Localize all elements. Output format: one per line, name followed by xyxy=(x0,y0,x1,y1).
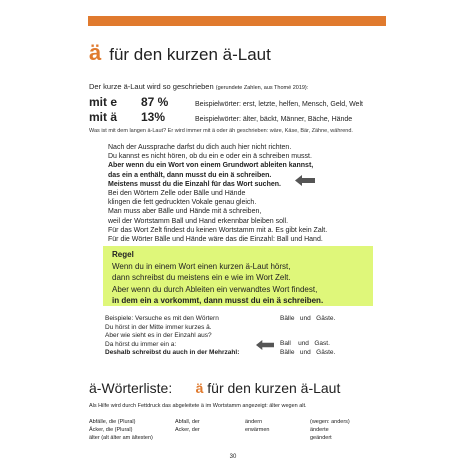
spelling-row-ae xyxy=(89,110,352,124)
page-number: 30 xyxy=(229,454,237,460)
list-item: Abfälle, die (Plural) xyxy=(89,419,136,425)
explanation-line: Für die Wörter Bälle und Hände wäre das die Einzahl: Ball und Hand. xyxy=(108,236,323,244)
spelling-row-e xyxy=(89,95,363,109)
word-list-heading-letter: ä xyxy=(195,380,204,396)
list-item: änderte xyxy=(310,427,329,433)
word-list-note: Als Hilfe wird durch Fettdruck das abgeleitete ä im Wortstamm angezeigt: älter wegen alt. xyxy=(89,403,307,409)
example-text xyxy=(105,315,239,358)
list-item: (wegen: anders) xyxy=(310,419,350,425)
example-word: und xyxy=(299,315,311,322)
example-word: und xyxy=(298,340,309,347)
word-list-col-1 xyxy=(89,418,153,442)
explanation-line: Du kannst es nicht hören, ob du ein e oder ein ä schreiben musst. xyxy=(108,153,312,161)
word-list-col-4 xyxy=(310,418,350,442)
intro-line xyxy=(89,82,308,91)
example-word: Bälle xyxy=(280,315,295,322)
spelling-examples: Beispielwörter: erst, letzte, helfen, Mensch, Geld, Welt xyxy=(195,101,363,108)
spelling-percent: 13% xyxy=(141,110,166,124)
example-line: Da hörst du immer ein a: xyxy=(105,340,177,348)
word-list-col-3 xyxy=(245,418,269,434)
list-item: älter (alt älter am ältesten) xyxy=(89,435,153,441)
list-item: geändert xyxy=(310,435,332,441)
word-list-col-2 xyxy=(175,418,200,434)
example-words-row-2 xyxy=(280,340,330,347)
list-item: Acker, der xyxy=(175,427,200,433)
example-word: Gäste. xyxy=(316,315,336,322)
long-ae-question: Was ist mit dem langen ä-Laut? Er wird immer mit ä oder äh geschrieben: wäre, Käse, Bär, Zähne, während. xyxy=(89,128,353,134)
spelling-label: mit ä xyxy=(89,110,118,124)
example-line: Beispiele: Versuche es mit den Wörtern xyxy=(105,315,219,322)
explanation-line: Man muss aber Bälle und Hände mit ä schreiben, xyxy=(108,208,262,216)
word-list-heading-text: für den kurzen ä-Laut xyxy=(207,380,341,396)
list-item: erwärmen xyxy=(245,427,270,433)
intro-note: (gerundete Zahlen, aus Thomé 2019): xyxy=(215,85,309,91)
explanation-line: klingen die fett gedruckten Vokale genau gleich. xyxy=(108,199,257,207)
top-color-bar xyxy=(88,16,386,26)
spelling-percent: 87 % xyxy=(141,95,169,109)
example-words-row-1 xyxy=(280,315,335,322)
spelling-label: mit e xyxy=(89,95,118,109)
title-letter: ä xyxy=(89,40,102,65)
page-title xyxy=(89,40,271,66)
example-word: Gast. xyxy=(314,340,330,347)
rule-box xyxy=(103,246,373,306)
explanation-line: Für das Wort Zelt findest du keinen Wortstamm mit a. Es gibt kein Zalt. xyxy=(108,226,328,234)
explanation-block xyxy=(108,143,327,244)
list-item: Äcker, die (Plural) xyxy=(89,427,133,433)
rule-title: Regel xyxy=(112,250,134,259)
example-line: Du hörst in der Mitte immer kurzes ä. xyxy=(105,323,212,331)
left-arrow-icon xyxy=(256,340,274,350)
explanation-line: Aber wenn du ein Wort von einem Grundwort ableiten kannst, xyxy=(108,162,314,170)
rule-line: Wenn du in einem Wort einen kurzen ä-Laut hörst, xyxy=(112,261,291,271)
explanation-line: weil der Wortstamm Ball und Hand erkennbar bleiben soll. xyxy=(108,217,289,225)
example-word: Bälle xyxy=(280,349,295,356)
example-line: Aber wie sieht es in der Einzahl aus? xyxy=(105,332,212,339)
list-item: ändern xyxy=(245,419,263,425)
rule-line: in dem ein a vorkommt, dann musst du ein ä schreiben. xyxy=(112,296,324,305)
example-word: und xyxy=(299,349,311,356)
explanation-line: das ein a enthält, dann musst du ein ä schreiben. xyxy=(108,171,272,179)
title-text: für den kurzen ä-Laut xyxy=(109,45,271,64)
list-item: Abfall, der xyxy=(175,419,200,425)
spelling-examples: Beispielwörter: älter, bäckt, Männer, Bäche, Hände xyxy=(195,116,353,123)
word-list-heading xyxy=(89,380,340,396)
example-words-row-3 xyxy=(280,349,335,356)
rule-line: dann schreibst du meistens ein e wie im Wort Zelt. xyxy=(112,273,291,282)
explanation-line: Meistens musst du die Einzahl für das Wort suchen. xyxy=(108,180,281,188)
explanation-line: Nach der Aussprache darfst du dich auch hier nicht richten. xyxy=(108,144,292,151)
example-word: Ball xyxy=(280,340,291,347)
left-arrow-icon xyxy=(295,175,315,186)
example-line: Deshalb schreibst du auch in der Mehrzahl: xyxy=(105,349,240,356)
rule-line: Aber wenn du durch Ableiten ein verwandtes Wort findest, xyxy=(112,284,318,294)
intro-text: Der kurze ä-Laut wird so geschrieben xyxy=(89,82,214,91)
example-word: Gäste. xyxy=(316,349,336,356)
explanation-line: Bei den Wörtern Zelle oder Bälle und Hände xyxy=(108,190,246,198)
word-list-heading-left: ä-Wörterliste: xyxy=(89,380,173,396)
